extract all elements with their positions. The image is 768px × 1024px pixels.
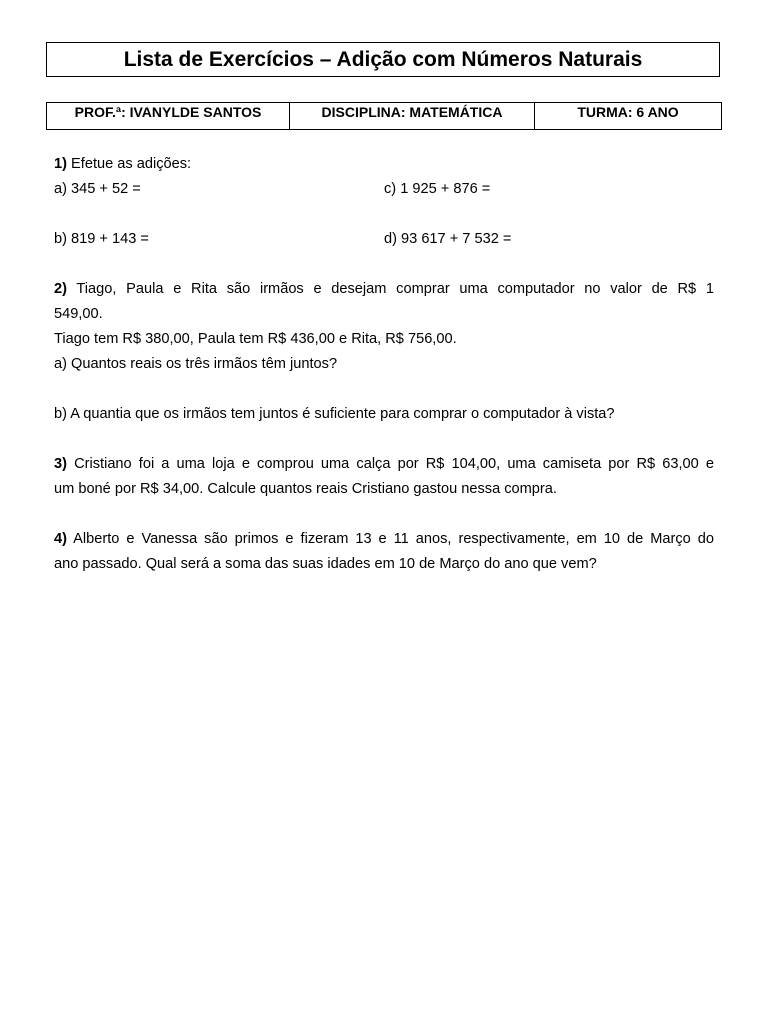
question-1-item-c: c) 1 925 + 876 = — [384, 181, 491, 197]
question-2-line-1 — [54, 277, 714, 302]
question-2-item-b: b) A quantia que os irmãos tem juntos é suficiente para comprar o computador à vista? — [54, 406, 615, 422]
worksheet-title — [46, 42, 720, 77]
question-1-item-b: b) 819 + 143 = — [54, 231, 149, 247]
question-4-number: 4) — [54, 531, 67, 547]
question-2-line-2: 549,00. — [54, 306, 103, 322]
question-3-number: 3) — [54, 456, 67, 472]
class-cell: TURMA: 6 ANO — [535, 103, 722, 130]
header-row — [47, 103, 722, 130]
header-info-table — [46, 102, 722, 130]
question-3-line-1 — [54, 452, 714, 477]
question-2-line-3: Tiago tem R$ 380,00, Paula tem R$ 436,00 e Rita, R$ 756,00. — [54, 331, 457, 347]
question-3-text-1: Cristiano foi a uma loja e comprou uma calça por R$ 104,00, uma camiseta por R$ 63,00 e — [66, 456, 714, 472]
exercise-content — [54, 152, 714, 577]
question-1-heading — [54, 152, 714, 177]
question-1-row-1 — [54, 177, 714, 202]
question-2-text-1: Tiago, Paula e Rita são irmãos e desejam comprar uma computador no valor de R$ 1 — [66, 281, 714, 297]
question-2-number: 2) — [54, 281, 67, 297]
question-4-line-1 — [54, 527, 714, 552]
question-1-number: 1) — [54, 156, 67, 172]
question-2-item-a: a) Quantos reais os três irmãos têm juntos? — [54, 356, 338, 372]
discipline-cell: DISCIPLINA: MATEMÁTICA — [290, 103, 535, 130]
professor-cell: PROF.ª: IVANYLDE SANTOS — [47, 103, 290, 130]
question-4-line-2: ano passado. Qual será a soma das suas idades em 10 de Março do ano que vem? — [54, 556, 597, 572]
question-1-item-d: d) 93 617 + 7 532 = — [384, 231, 512, 247]
question-3-line-2: um boné por R$ 34,00. Calcule quantos reais Cristiano gastou nessa compra. — [54, 481, 557, 497]
question-1-row-2 — [54, 227, 714, 252]
question-1-text: Efetue as adições: — [66, 156, 192, 172]
question-4-text-1: Alberto e Vanessa são primos e fizeram 13 e 11 anos, respectivamente, em 10 de Março do — [66, 531, 714, 547]
title-text: Lista de Exercícios – Adição com Números Naturais — [123, 47, 643, 71]
question-1-item-a: a) 345 + 52 = — [54, 181, 141, 197]
